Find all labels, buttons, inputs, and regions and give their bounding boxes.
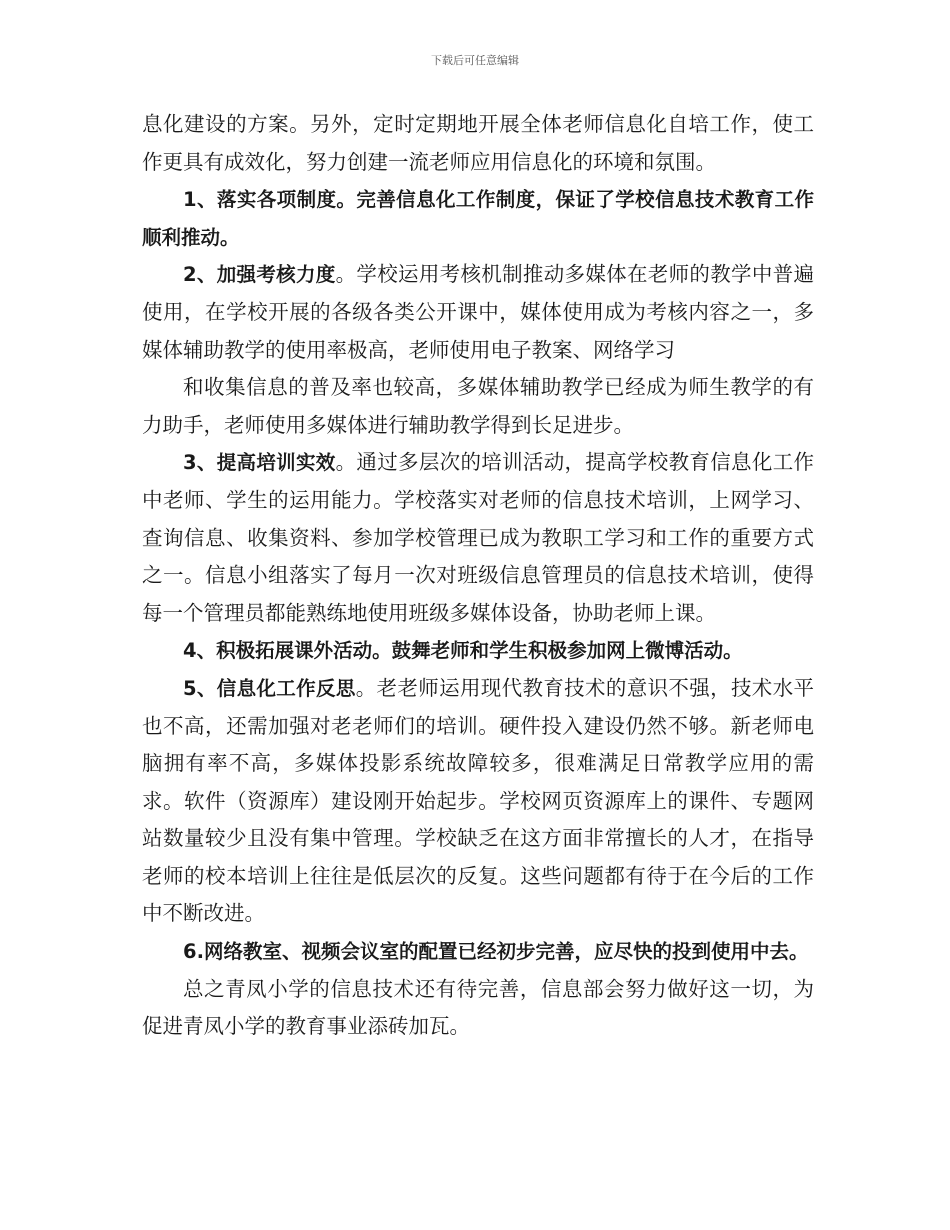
item-5-text: 。老老师运用现代教育技术的意识不强，技术水平也不高，还需加强对老老师们的培训。硬件投入建设仍然不够。新老师电脑拥有率不高，多媒体投影系统故障较多，很难满足日常教学应用的需求。软件（资源库）建设刚开始起步。学校网页资源库上的课件、专题网站数量较少且没有集中管理。学校缺乏在这方面非常擅长的人才，在指导老师的校本培训上往往是低层次的反复。这些问题都有待于在今后的工作中不断改进。 (142, 675, 814, 926)
document-body (142, 106, 814, 1046)
paragraph-item-1 (142, 181, 814, 256)
paragraph-item-6 (142, 933, 814, 971)
item-3-text: 。通过多层次的培训活动，提高学校教育信息化工作中老师、学生的运用能力。学校落实对老师的信息技术培训，上网学习、查询信息、收集资料、参加学校管理已成为教职工学习和工作的重要方式之一。信息小组落实了每月一次对班级信息管理员的信息技术培训，使得每一个管理员都能熟练地使用班级多媒体设备，协助老师上课。 (142, 450, 815, 625)
paragraph-conclusion: 总之青凤小学的信息技术还有待完善，信息部会努力做好这一切，为促进青凤小学的教育事业添砖加瓦。 (142, 976, 814, 1039)
paragraph-item-5 (142, 670, 814, 933)
paragraph-intro: 息化建设的方案。另外，定时定期地开展全体老师信息化自培工作，使工作更具有成效化，努力创建一流老师应用信息化的环境和氛围。 (142, 112, 814, 174)
paragraph-item-4 (142, 632, 814, 670)
item-6-heading: 6.网络教室、视频会议室的配置已经初步完善，应尽快的投到使用中去。 (183, 940, 809, 964)
paragraph-item-3 (142, 444, 814, 632)
item-3-heading: 3、提高培训实效 (183, 451, 336, 475)
item-2-heading: 2、加强考核力度 (183, 263, 336, 287)
item-4-heading: 4、积极拓展课外活动。鼓舞老师和学生积极参加网上微博活动。 (183, 639, 743, 663)
item-5-heading: 5、信息化工作反思 (183, 676, 356, 700)
paragraph-item-2 (142, 256, 814, 369)
item-2-text: 。学校运用考核机制推动多媒体在老师的教学中普遍使用，在学校开展的各级各类公开课中，媒体使用成为考核内容之一，多媒体辅助教学的使用率极高，老师使用电子教案、网络学习 (142, 262, 815, 362)
page-header: 下载后可任意编辑 (431, 54, 519, 67)
paragraph-item-2-cont: 和收集信息的普及率也较高，多媒体辅助教学已经成为师生教学的有力助手，老师使用多媒体进行辅助教学得到长足进步。 (142, 375, 814, 437)
item-1-heading: 1、落实各项制度。完善信息化工作制度，保证了学校信息技术教育工作顺利推动。 (142, 188, 814, 249)
